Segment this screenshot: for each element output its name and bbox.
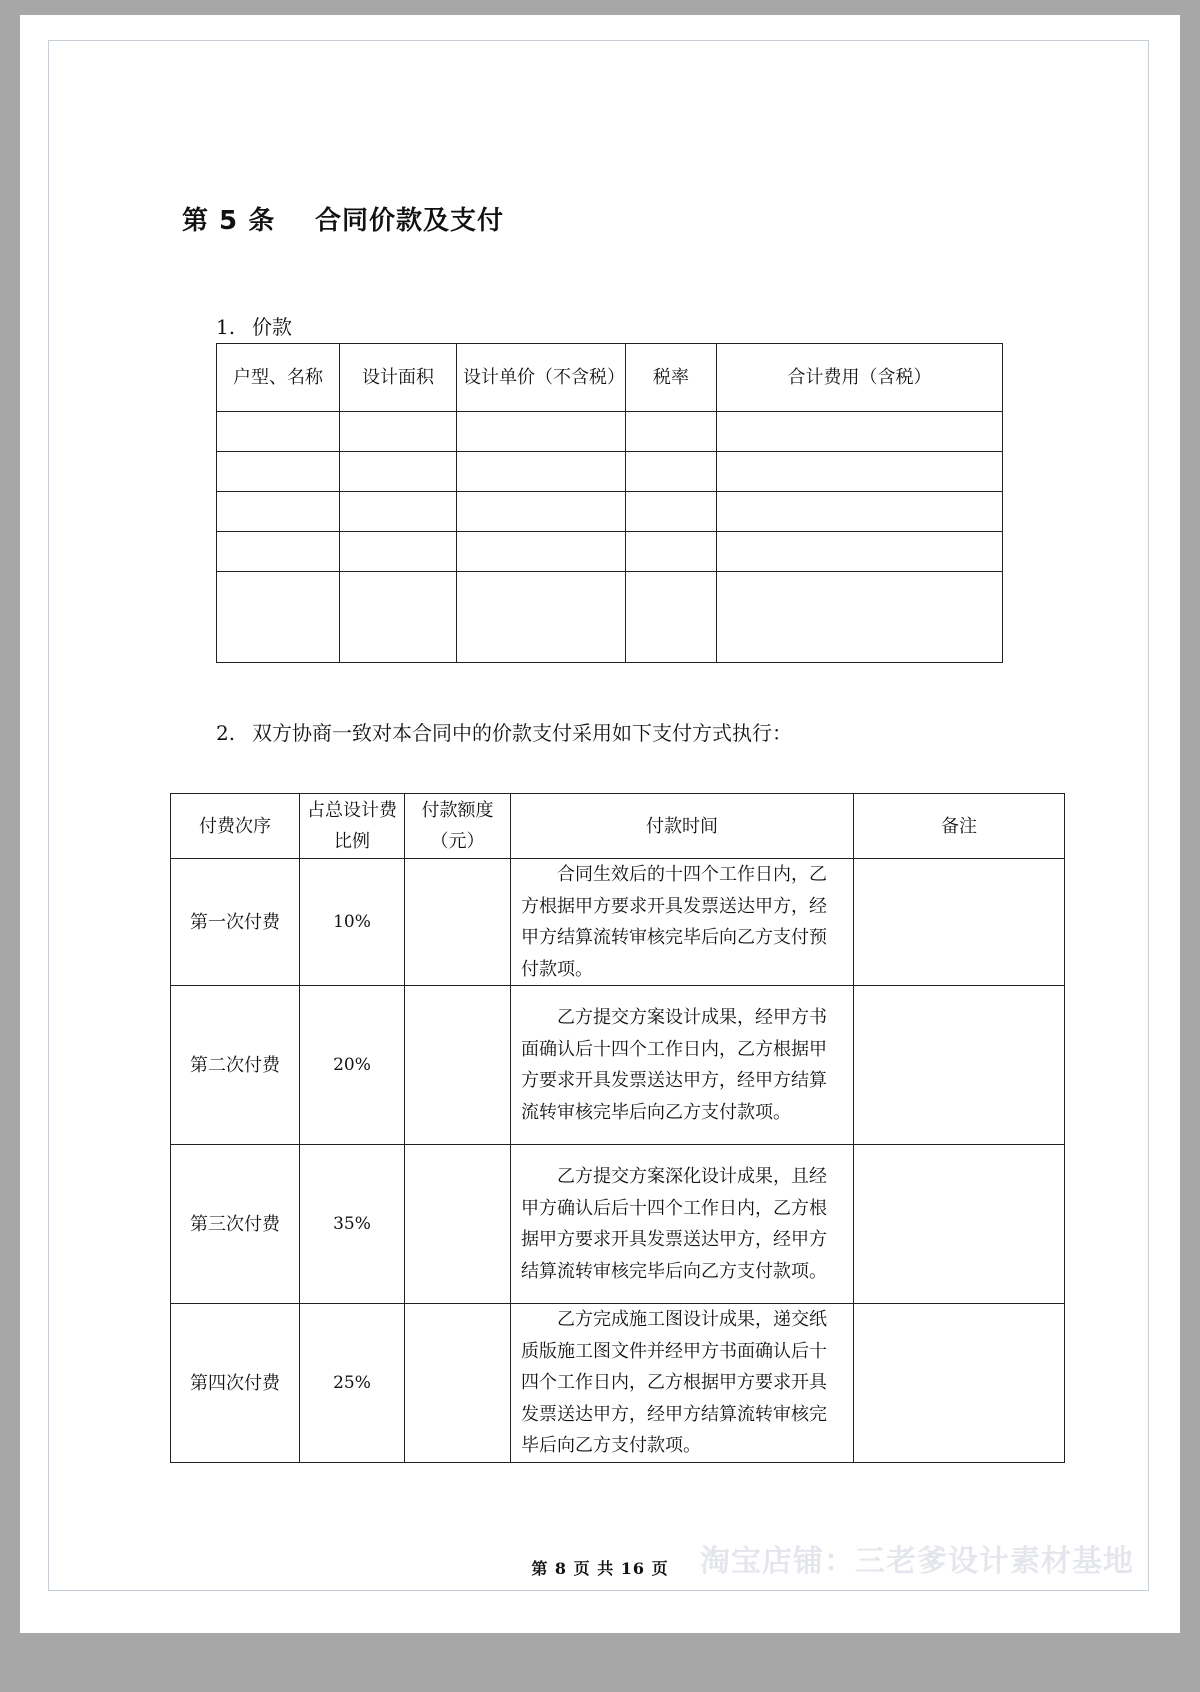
header-amount: 付款额度（元） [405,794,511,859]
header-ratio: 占总设计费比例 [300,794,405,859]
payment-note[interactable] [854,1145,1065,1304]
payment-order: 第二次付费 [171,986,300,1145]
payment-time [511,1145,854,1304]
table-row [171,1304,1065,1463]
header-unit-type: 户型、名称 [217,344,340,412]
table-cell[interactable] [626,452,717,492]
section-title: 价款 [252,315,292,339]
table-cell[interactable] [457,492,626,532]
header-payment-time: 付款时间 [511,794,854,859]
payment-note[interactable] [854,1304,1065,1463]
table-row [217,452,1003,492]
table-row [217,572,1003,663]
table-cell[interactable] [457,532,626,572]
payment-ratio: 10% [300,859,405,986]
table-cell[interactable] [626,412,717,452]
table-cell[interactable] [626,492,717,532]
table-cell[interactable] [217,532,340,572]
payment-time-text: 乙方完成施工图设计成果，递交纸质版施工图文件并经甲方书面确认后十四个工作日内，乙方根据甲方要求开具发票送达甲方，经甲方结算流转审核完毕后向乙方支付款项。 [521,1309,827,1457]
header-total-fee: 合计费用（含税） [717,344,1003,412]
payment-ratio: 25% [300,1304,405,1463]
payment-order: 第四次付费 [171,1304,300,1463]
payment-time-text: 乙方提交方案深化设计成果，且经甲方确认后后十四个工作日内，乙方根据甲方要求开具发票送达甲方，经甲方结算流转审核完毕后向乙方支付款项。 [521,1166,827,1282]
header-unit-price: 设计单价（不含税） [457,344,626,412]
section-price-heading [216,311,292,340]
payment-amount[interactable] [405,1304,511,1463]
section-text: 双方协商一致对本合同中的价款支付采用如下支付方式执行： [252,721,792,745]
article-heading [182,200,504,237]
table-row [217,532,1003,572]
table-cell[interactable] [340,492,457,532]
table-row [217,492,1003,532]
table-cell[interactable] [340,412,457,452]
payment-amount[interactable] [405,1145,511,1304]
payment-ratio: 20% [300,986,405,1145]
header-payment-order: 付费次序 [171,794,300,859]
price-table-header [217,344,1003,412]
payment-note[interactable] [854,986,1065,1145]
header-design-area: 设计面积 [340,344,457,412]
payment-time [511,986,854,1145]
table-cell[interactable] [717,492,1003,532]
payment-order: 第三次付费 [171,1145,300,1304]
table-cell[interactable] [340,572,457,663]
watermark-text: 淘宝店铺：三老爹设计素材基地 [700,1544,1134,1579]
payment-order: 第一次付费 [171,859,300,986]
page-footer: 第 8 页 共 16 页 [531,1559,669,1578]
payment-time [511,859,854,986]
payment-table-header [171,794,1065,859]
payment-note[interactable] [854,859,1065,986]
table-row [217,412,1003,452]
article-number: 第 5 条 [182,206,276,236]
table-cell[interactable] [717,412,1003,452]
payment-amount[interactable] [405,986,511,1145]
table-cell[interactable] [626,572,717,663]
payment-time-text: 合同生效后的十四个工作日内，乙方根据甲方要求开具发票送达甲方，经甲方结算流转审核完毕后向乙方支付预付款项。 [521,864,827,980]
payment-time [511,1304,854,1463]
table-cell[interactable] [340,452,457,492]
payment-ratio: 35% [300,1145,405,1304]
table-cell[interactable] [457,572,626,663]
table-row [171,1145,1065,1304]
table-cell[interactable] [717,572,1003,663]
payment-time-text: 乙方提交方案设计成果，经甲方书面确认后十四个工作日内，乙方根据甲方要求开具发票送达甲方，经甲方结算流转审核完毕后向乙方支付款项。 [521,1007,827,1123]
section-index: 1. [216,315,236,339]
payment-amount[interactable] [405,859,511,986]
payment-table [170,793,1065,1463]
section-index: 2. [216,721,236,745]
table-cell[interactable] [217,572,340,663]
table-cell[interactable] [340,532,457,572]
table-row [171,859,1065,986]
table-cell[interactable] [217,492,340,532]
table-cell[interactable] [626,532,717,572]
table-row [171,986,1065,1145]
price-table [216,343,1003,663]
document-page [20,15,1180,1633]
table-cell[interactable] [457,412,626,452]
header-tax-rate: 税率 [626,344,717,412]
table-cell[interactable] [717,452,1003,492]
header-note: 备注 [854,794,1065,859]
article-title: 合同价款及支付 [315,206,505,236]
table-cell[interactable] [457,452,626,492]
table-cell[interactable] [217,452,340,492]
table-cell[interactable] [717,532,1003,572]
table-cell[interactable] [217,412,340,452]
section-payment-heading [216,717,792,746]
